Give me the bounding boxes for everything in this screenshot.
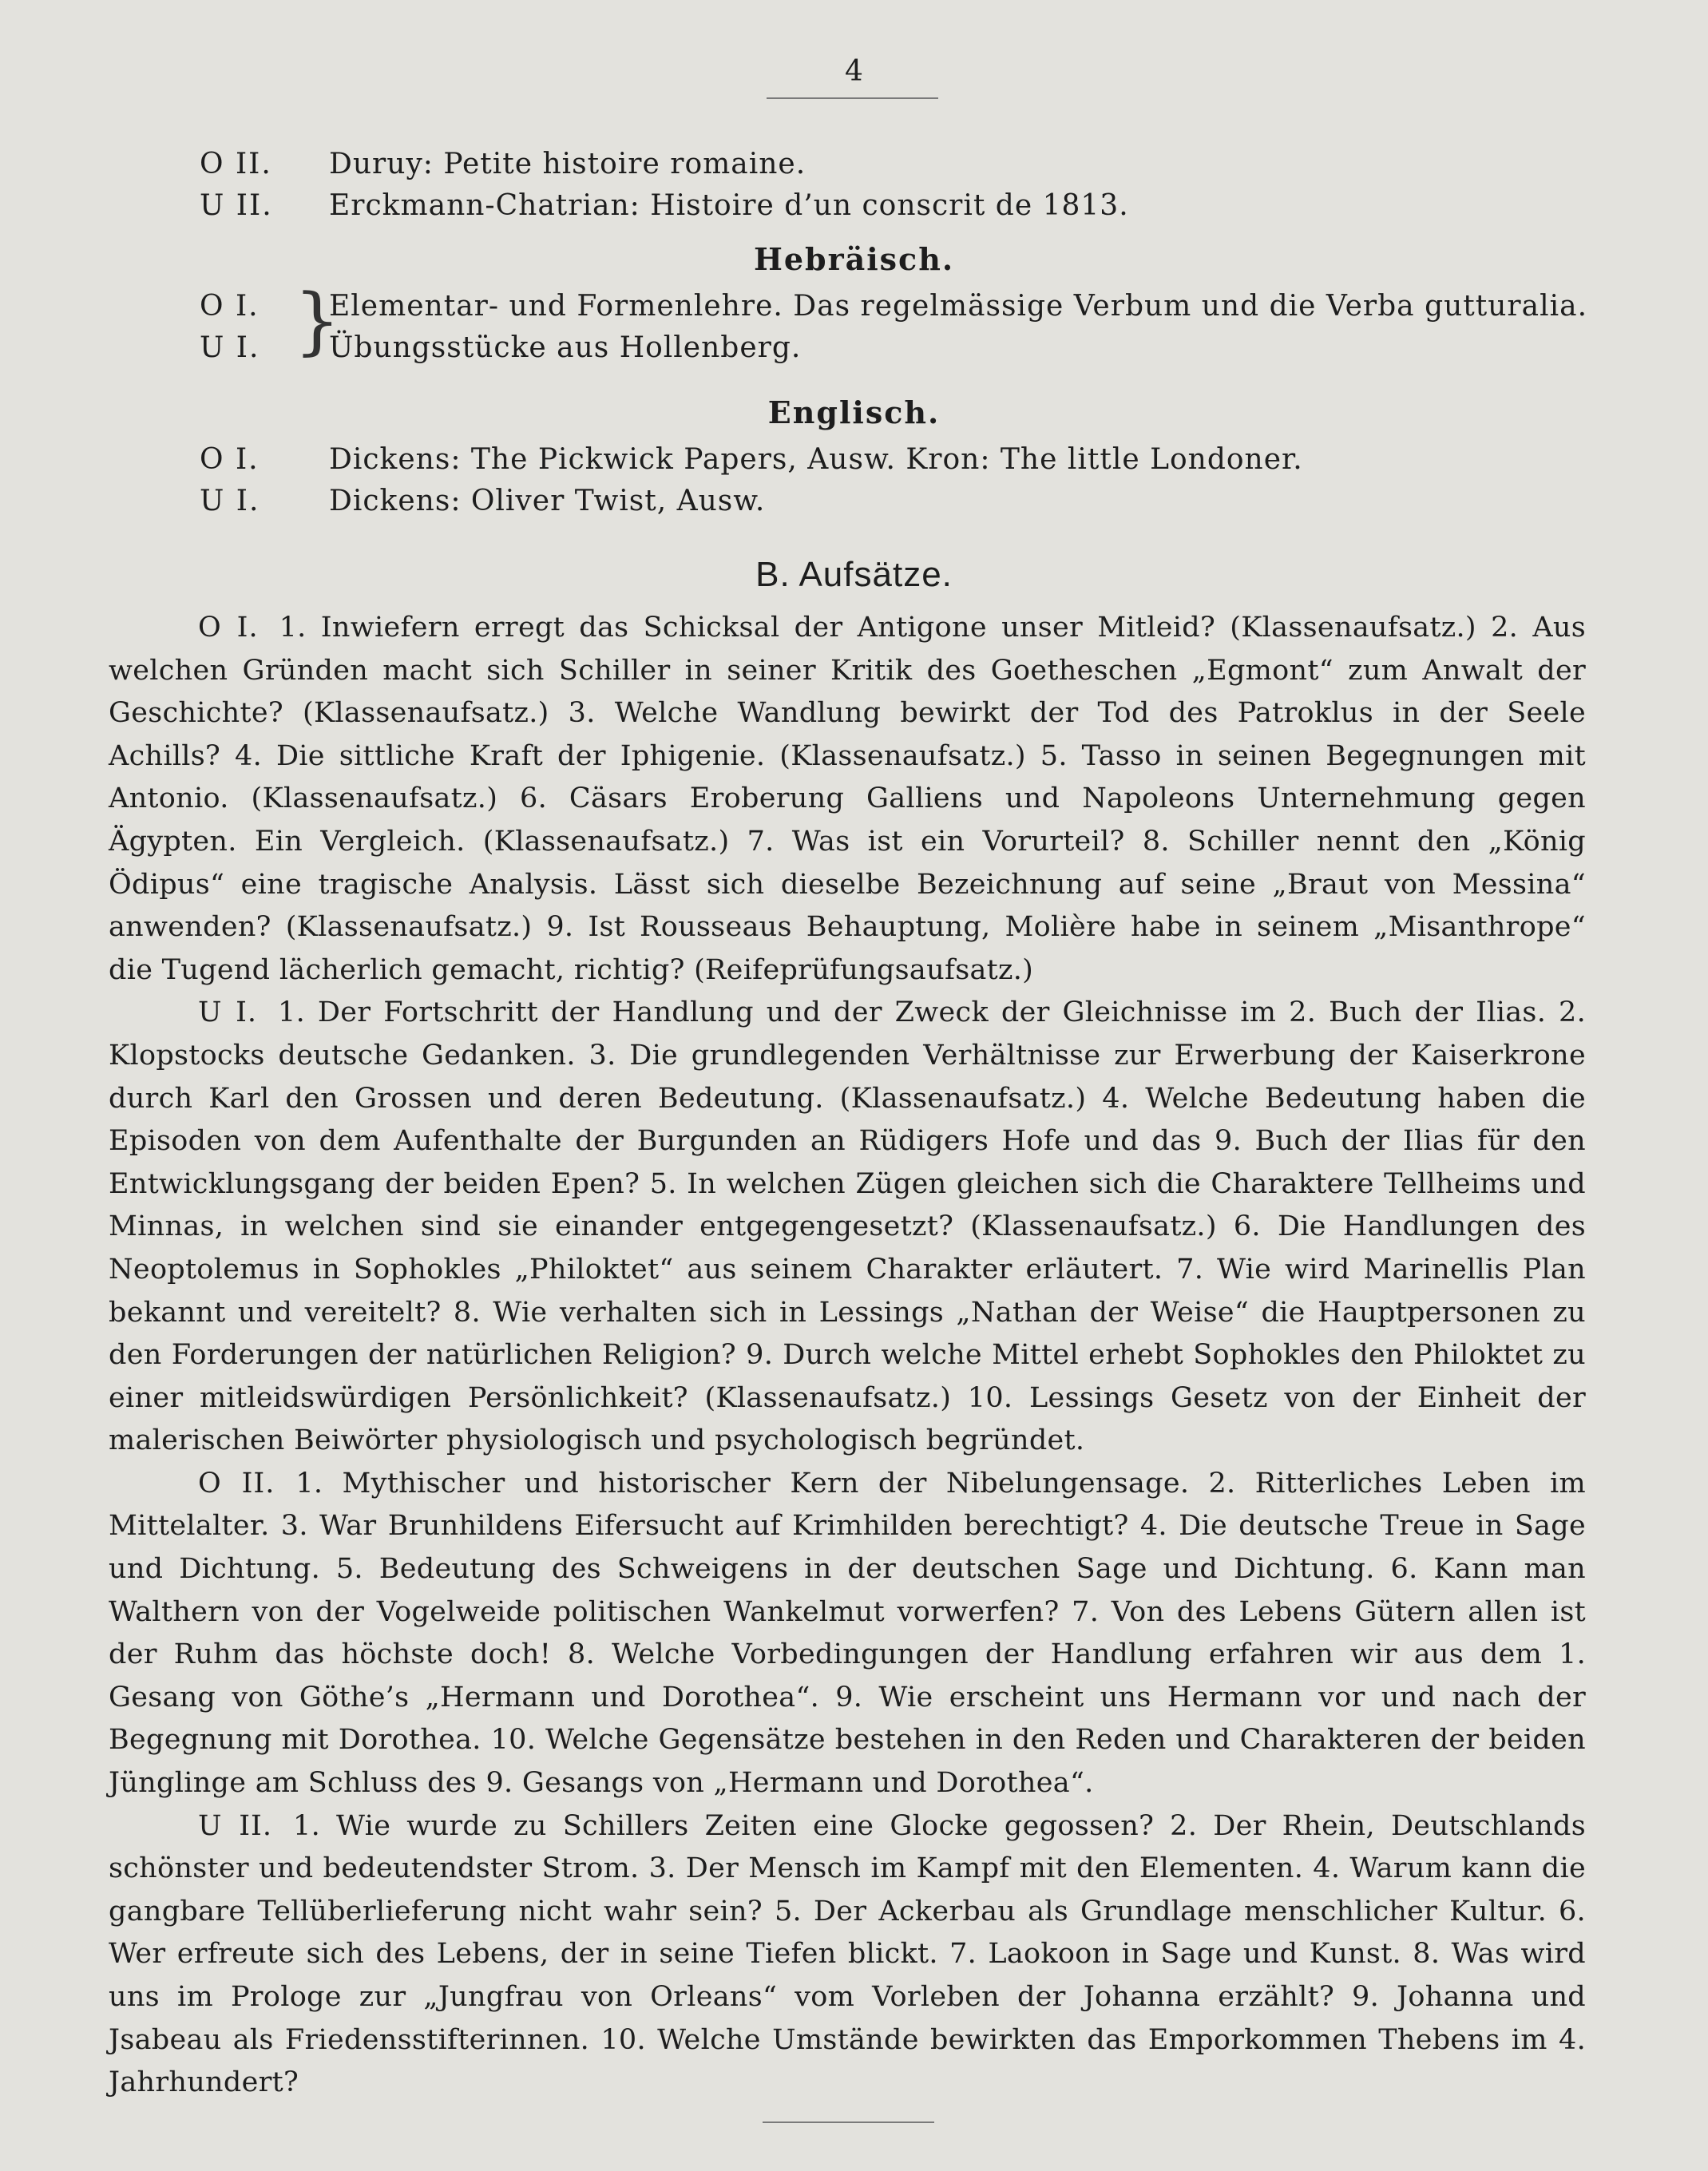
class-level: U I. [198,996,258,1029]
class-level: U II. [200,189,273,222]
class-level: O I. [200,290,260,323]
section-heading-hebrew: Hebräisch. [753,241,955,277]
reading-text: Übungsstücke aus Hollenberg. [329,331,802,364]
class-level: U I. [200,485,260,517]
reading-row [0,481,1708,522]
reading-text: Erckmann-Chatrian: Histoire d’un conscrit de 1813. [329,189,1129,222]
footer-rule [763,2121,934,2123]
class-level: O II. [198,1467,275,1499]
header-rule [767,97,938,99]
essay-group [109,607,1586,992]
essay-group [109,1463,1586,1805]
essay-group [109,992,1586,1463]
brace-icon: } [294,278,341,363]
reading-row [0,144,1708,185]
reading-text: Elementar- und Formenlehre. Das regelmässige Verbum und die Verba gutturalia. [329,290,1588,323]
class-level: U I. [200,331,260,364]
essay-list [109,607,1586,2105]
class-level: O I. [198,612,259,644]
reading-text: Duruy: Petite histoire romaine. [329,148,806,180]
reading-text: Dickens: The Pickwick Papers, Ausw. Kron: The little Londoner. [329,443,1303,476]
reading-row [0,286,1708,327]
section-heading-essays: B. Aufsätze. [755,555,953,594]
class-level: O II. [200,148,272,180]
page-number: 4 [845,55,863,88]
reading-row [0,185,1708,227]
essay-topics: 1. Mythischer und historischer Kern der Nibelungensage. 2. Ritterliches Leben im Mittelalter. 3. War Brunhildens Eifersucht auf Krimhilden berechtigt? 4. Die deutsche Treue in Sage und Dichtung. 5. Bedeutung des Schweigens in der deutschen Sage und Dichtung. 6. Kann man Walthern von der Vogelweide politischen Wankelmut vorwerfen? 7. Von des Lebens Gütern allen ist der Ruhm das höchste doch! 8. Welche Vorbedingungen der Handlung erfahren wir aus dem 1. Gesang von Göthe’s „Hermann und Dorothea“. 9. Wie erscheint uns Hermann vor und nach der Begegnung mit Dorothea. 10. Welche Gegensätze bestehen in den Reden und Charakteren der beiden Jünglinge am Schluss des 9. Gesangs von „Hermann und Dorothea“. [109,1467,1586,1800]
class-level: O I. [200,443,260,476]
essay-group [109,1805,1586,2105]
reading-row [0,327,1708,369]
class-level: U II. [198,1809,273,1842]
essay-topics: 1. Wie wurde zu Schillers Zeiten eine Glocke gegossen? 2. Der Rhein, Deutschlands schönster und bedeutendster Strom. 3. Der Mensch im Kampf mit den Elementen. 4. Warum kann die gangbare Tellüberlieferung nicht wahr sein? 5. Der Ackerbau als Grundlage menschlicher Kultur. 6. Wer erfreute sich des Lebens, der in seine Tiefen blickt. 7. Laokoon in Sage und Kunst. 8. Was wird uns im Prologe zur „Jungfrau von Orleans“ vom Vorleben der Johanna erzählt? 9. Johanna und Jsabeau als Friedensstifterinnen. 10. Welche Umstände bewirkten das Emporkommen Thebens im 4. Jahrhundert? [109,1809,1586,2099]
essay-topics: 1. Inwiefern erregt das Schicksal der Antigone unser Mitleid? (Klassenaufsatz.) 2. Aus welchen Gründen macht sich Schiller in seiner Kritik des Goetheschen „Egmont“ zum Anwalt der Geschichte? (Klassenaufsatz.) 3. Welche Wandlung bewirkt der Tod des Patroklus in der Seele Achills? 4. Die sittliche Kraft der Iphigenie. (Klassenaufsatz.) 5. Tasso in seinen Begegnungen mit Antonio. (Klassenaufsatz.) 6. Cäsars Eroberung Galliens und Napoleons Unternehmung gegen Ägypten. Ein Vergleich. (Klassenaufsatz.) 7. Was ist ein Vorurteil? 8. Schiller nennt den „König Ödipus“ eine tragische Analysis. Lässt sich dieselbe Bezeichnung auf seine „Braut von Messina“ anwenden? (Klassenaufsatz.) 9. Ist Rousseaus Behauptung, Molière habe in seinem „Misanthrope“ die Tugend lächerlich gemacht, richtig? (Reifeprüfungsaufsatz.) [109,612,1586,986]
essay-topics: 1. Der Fortschritt der Handlung und der Zweck der Gleichnisse im 2. Buch der Ilias. 2. Klopstocks deutsche Gedanken. 3. Die grundlegenden Verhältnisse zur Erwerbung der Kaiserkrone durch Karl den Grossen und deren Bedeutung. (Klassenaufsatz.) 4. Welche Bedeutung haben die Episoden von dem Aufenthalte der Burgunden an Rüdigers Hofe und das 9. Buch der Ilias für den Entwicklungsgang der beiden Epen? 5. In welchen Zügen gleichen sich die Charaktere Tellheims und Minnas, in welchen sind sie einander entgegengesetzt? (Klassenaufsatz.) 6. Die Handlungen des Neoptolemus in Sophokles „Philoktet“ aus seinem Charakter erläutert. 7. Wie wird Marinellis Plan bekannt und vereitelt? 8. Wie verhalten sich in Lessings „Nathan der Weise“ die Hauptpersonen zu den Forderungen der natürlichen Religion? 9. Durch welche Mittel erhebt Sophokles den Philoktet zu einer mitleidswürdigen Persönlichkeit? (Klassenaufsatz.) 10. Lessings Gesetz von der Einheit der malerischen Beiwörter physiologisch und psychologisch begründet. [109,996,1586,1457]
section-heading-english: Englisch. [767,394,941,430]
reading-text: Dickens: Oliver Twist, Ausw. [329,485,766,517]
reading-row [0,439,1708,481]
